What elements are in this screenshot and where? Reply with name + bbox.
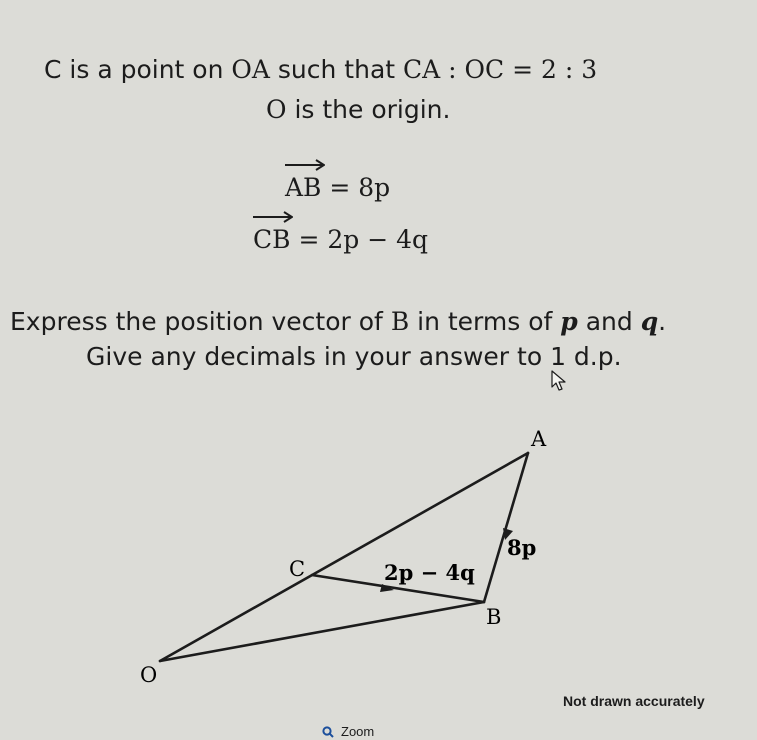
line-ob [160, 602, 484, 661]
zoom-button[interactable] [322, 724, 374, 739]
equation-cb: CB = 2p − 4q [253, 225, 428, 254]
question-line-3: Express the position vector of B in terms of p and q. [10, 307, 667, 336]
label-a: A [531, 427, 547, 451]
zoom-label: Zoom [341, 724, 375, 739]
question-line-2: O is the origin. [266, 95, 451, 124]
vector-ab: AB [285, 173, 321, 202]
search-icon [322, 726, 334, 738]
label-o: O [140, 663, 158, 687]
label-c: C [289, 557, 306, 581]
equation-ab: AB = 8p [285, 173, 390, 202]
not-drawn-accurately-note: Not drawn accurately [563, 693, 705, 709]
question-line-4: Give any decimals in your answer to 1 d.p. [86, 342, 622, 371]
question-line-1: C is a point on OA such that CA : OC = 2 : 3 [44, 55, 598, 84]
label-b: B [486, 605, 502, 629]
label-vector-cb: 2p − 4q [384, 560, 475, 585]
line-oa [160, 453, 528, 661]
vector-cb: CB [253, 225, 291, 254]
label-vector-ab: 8p [507, 535, 537, 560]
